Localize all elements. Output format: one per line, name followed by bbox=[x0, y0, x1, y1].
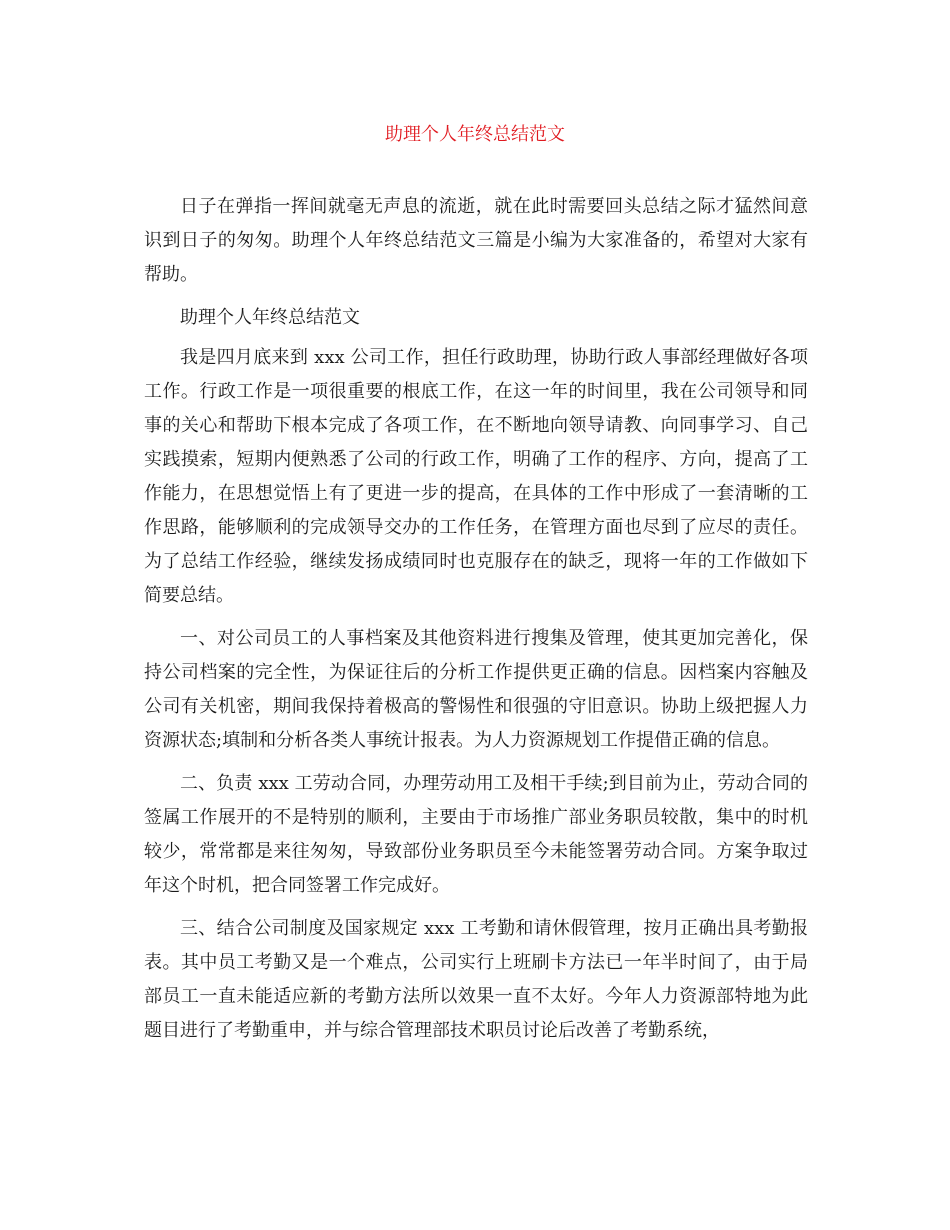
body-paragraph: 三、结合公司制度及国家规定 xxx 工考勤和请休假管理，按月正确出具考勤报表。其中员工考勤又是一个难点，公司实行上班刷卡方法已一年半时间了，由于局部员工一直未能适应新的考勤方法所以效果一直不太好。今年人力资源部特地为此题目进行了考勤重申，并与综合管理部技术职员讨论后改善了考勤系统， bbox=[144, 918, 808, 1041]
intro-paragraph: 日子在弹指一挥间就毫无声息的流逝，就在此时需要回头总结之际才猛然间意识到日子的匆匆。助理个人年终总结范文三篇是小编为大家准备的，希望对大家有帮助。 bbox=[144, 196, 808, 285]
body-paragraph: 二、负责 xxx 工劳动合同，办理劳动用工及相干手续;到目前为止，劳动合同的签属工作展开的不是特别的顺利，主要由于市场推广部业务职员较散，集中的时机较少，常常都是来往匆匆，导致部份业务职员至今未能签署劳动合同。方案争取过年这个时机，把合同签署工作完成好。 bbox=[144, 773, 808, 896]
body-paragraph: 我是四月底来到 xxx 公司工作，担任行政助理，协助行政人事部经理做好各项工作。行政工作是一项很重要的根底工作，在这一年的时间里，我在公司领导和同事的关心和帮助下根本完成了各项工作，在不断地向领导请教、向同事学习、自己实践摸索，短期内便熟悉了公司的行政工作，明确了工作的程序、方向，提高了工作能力，在思想觉悟上有了更进一步的提高，在具体的工作中形成了一套清晰的工作思路，能够顺利的完成领导交办的工作任务，在管理方面也尽到了应尽的责任。为了总结工作经验，继续发扬成绩同时也克服存在的缺乏，现将一年的工作做如下简要总结。 bbox=[144, 347, 808, 606]
document-body bbox=[144, 190, 808, 1057]
document-title: 助理个人年终总结范文 bbox=[385, 124, 565, 145]
section-heading: 助理个人年终总结范文 bbox=[180, 307, 360, 328]
body-paragraph: 一、对公司员工的人事档案及其他资料进行搜集及管理，使其更加完善化，保持公司档案的完全性，为保证往后的分析工作提供更正确的信息。因档案内容触及公司有关机密，期间我保持着极高的警惕性和很强的守旧意识。协助上级把握人力资源状态;填制和分析各类人事统计报表。为人力资源规划工作提借正确的信息。 bbox=[144, 628, 808, 751]
